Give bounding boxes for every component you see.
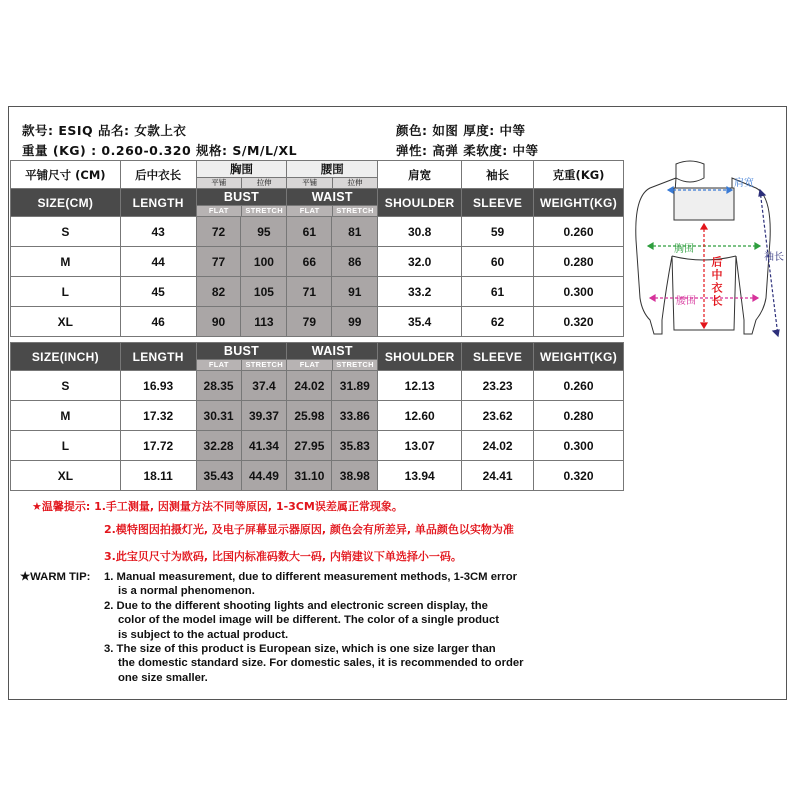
en-header-sleeve: SLEEVE <box>462 189 534 217</box>
waist-flat-cell: 79 <box>287 307 332 337</box>
cn-header-bust-label: 胸围 <box>229 162 253 176</box>
shoulder-label: 肩宽 <box>734 178 754 189</box>
cn-sub-flat: 平铺 <box>197 177 241 188</box>
waist-stretch-cell: 91 <box>332 277 378 307</box>
info-weight-sizes: 重量 (KG) : 0.260-0.320 规格: S/M/L/XL <box>22 143 298 158</box>
bust-stretch-cell: 41.34 <box>241 431 287 461</box>
en-header-length: LENGTH <box>120 189 196 217</box>
weight-cell: 0.320 <box>534 461 624 491</box>
cn-header-row <box>11 161 624 189</box>
weight-cell: 0.300 <box>534 277 624 307</box>
table-row <box>11 217 624 247</box>
size-cell: L <box>11 431 121 461</box>
cn-header-bust <box>196 161 287 189</box>
en-sub-stretch: STRETCH <box>241 359 286 370</box>
waist-flat-cell: 66 <box>287 247 332 277</box>
length-cell: 44 <box>120 247 196 277</box>
en-header-shoulder: SHOULDER <box>378 343 462 371</box>
warm-tip-line: the domestic standard size. For domestic sales, it is recommended to order <box>118 657 524 670</box>
en-header-size: SIZE(CM) <box>11 189 121 217</box>
cn-sub-stretch: 拉伸 <box>332 177 377 188</box>
waist-stretch-cell: 35.83 <box>332 431 378 461</box>
waist-flat-cell: 25.98 <box>287 401 332 431</box>
info-elasticity-softness: 弹性: 高弹 柔软度: 中等 <box>396 143 539 158</box>
warm-tip-label: ★WARM TIP: <box>20 571 91 583</box>
cn-sub-stretch: 拉伸 <box>241 177 286 188</box>
bust-flat-cell: 32.28 <box>196 431 241 461</box>
en-sub-flat: FLAT <box>287 359 331 370</box>
bust-flat-cell: 90 <box>196 307 241 337</box>
length-cell: 18.11 <box>120 461 196 491</box>
en-header-bust <box>196 343 287 371</box>
en-header-weight: WEIGHT(KG) <box>534 343 624 371</box>
length-label: 后中衣长 <box>710 256 723 308</box>
warm-tip-line: 2. Due to the different shooting lights and electronic screen display, the <box>104 599 488 612</box>
sleeve-cell: 62 <box>462 307 534 337</box>
en-header-bust-label: BUST <box>223 344 260 358</box>
sleeve-cell: 24.02 <box>462 431 534 461</box>
bust-flat-cell: 72 <box>196 217 241 247</box>
size-table-inch <box>10 342 624 491</box>
note-cn-1: ★温馨提示: 1.手工测量, 因测量方法不同等原因, 1-3CM误差属正常现象。 <box>32 500 403 513</box>
waist-stretch-cell: 81 <box>332 217 378 247</box>
bust-flat-cell: 28.35 <box>196 371 241 401</box>
bust-stretch-cell: 44.49 <box>241 461 287 491</box>
size-cell: M <box>11 401 121 431</box>
cn-sub-flat: 平铺 <box>287 177 331 188</box>
size-cell: XL <box>11 307 121 337</box>
cn-header-waist <box>287 161 378 189</box>
shoulder-cell: 33.2 <box>378 277 462 307</box>
sleeve-cell: 23.23 <box>462 371 534 401</box>
cn-header-waist-label: 腰围 <box>320 162 344 176</box>
waist-stretch-cell: 33.86 <box>332 401 378 431</box>
table-row <box>11 401 624 431</box>
waist-label: 腰围 <box>676 296 696 307</box>
bust-flat-cell: 77 <box>196 247 241 277</box>
en-header-row <box>11 343 624 371</box>
info-color-thickness: 颜色: 如图 厚度: 中等 <box>396 123 526 138</box>
shoulder-cell: 35.4 <box>378 307 462 337</box>
table-row <box>11 277 624 307</box>
sleeve-cell: 59 <box>462 217 534 247</box>
waist-stretch-cell: 31.89 <box>332 371 378 401</box>
en-sub-stretch: STRETCH <box>332 205 377 216</box>
en-sub-stretch: STRETCH <box>332 359 377 370</box>
sleeve-cell: 24.41 <box>462 461 534 491</box>
weight-cell: 0.300 <box>534 431 624 461</box>
cn-header-shoulder: 肩宽 <box>378 161 462 189</box>
shoulder-cell: 12.60 <box>378 401 462 431</box>
en-sub-flat: FLAT <box>197 359 241 370</box>
length-cell: 46 <box>120 307 196 337</box>
warm-tip-line: 3. The size of this product is European size, which is one size larger than <box>104 643 496 656</box>
shoulder-cell: 30.8 <box>378 217 462 247</box>
table-row <box>11 307 624 337</box>
en-header-waist-label: WAIST <box>311 190 353 204</box>
bust-flat-cell: 82 <box>196 277 241 307</box>
length-cell: 17.32 <box>120 401 196 431</box>
size-cell: M <box>11 247 121 277</box>
cn-header-size: 平铺尺寸 (CM) <box>11 161 121 189</box>
en-header-waist <box>287 189 378 217</box>
cn-header-length: 后中衣长 <box>120 161 196 189</box>
en-header-bust-label: BUST <box>223 190 260 204</box>
size-cell: S <box>11 371 121 401</box>
bust-stretch-cell: 39.37 <box>241 401 287 431</box>
note-cn-2: 2.模特图因拍摄灯光, 及电子屏幕显示器原因, 颜色会有所差异, 单品颜色以实物为准 <box>104 523 514 536</box>
table-row <box>11 461 624 491</box>
warm-tip-line: color of the model image will be different. The color of a single product <box>118 614 499 627</box>
en-header-waist <box>287 343 378 371</box>
waist-flat-cell: 24.02 <box>287 371 332 401</box>
shoulder-cell: 13.94 <box>378 461 462 491</box>
bust-stretch-cell: 95 <box>241 217 287 247</box>
en-header-sleeve: SLEEVE <box>462 343 534 371</box>
waist-flat-cell: 27.95 <box>287 431 332 461</box>
en-header-bust <box>196 189 287 217</box>
bust-stretch-cell: 113 <box>241 307 287 337</box>
shoulder-cell: 32.0 <box>378 247 462 277</box>
shoulder-cell: 13.07 <box>378 431 462 461</box>
info-style-name: 款号: ESIQ 品名: 女款上衣 <box>22 123 187 138</box>
en-sub-flat: FLAT <box>197 205 241 216</box>
length-cell: 16.93 <box>120 371 196 401</box>
en-header-row <box>11 189 624 217</box>
waist-stretch-cell: 99 <box>332 307 378 337</box>
table-row <box>11 247 624 277</box>
length-cell: 43 <box>120 217 196 247</box>
waist-flat-cell: 71 <box>287 277 332 307</box>
sleeve-label: 袖长 <box>764 252 784 263</box>
weight-cell: 0.320 <box>534 307 624 337</box>
warm-tip-line: is subject to the actual product. <box>118 628 289 641</box>
length-cell: 45 <box>120 277 196 307</box>
sleeve-cell: 61 <box>462 277 534 307</box>
weight-cell: 0.260 <box>534 217 624 247</box>
sleeve-cell: 23.62 <box>462 401 534 431</box>
bust-label: 胸围 <box>674 244 694 255</box>
size-cell: XL <box>11 461 121 491</box>
en-header-length: LENGTH <box>120 343 196 371</box>
en-sub-stretch: STRETCH <box>241 205 286 216</box>
weight-cell: 0.280 <box>534 247 624 277</box>
weight-cell: 0.260 <box>534 371 624 401</box>
warm-tip-line: 1. Manual measurement, due to different measurement methods, 1-3CM error <box>104 571 518 583</box>
table-row <box>11 431 624 461</box>
warm-tip-line: one size smaller. <box>118 671 208 684</box>
waist-flat-cell: 61 <box>287 217 332 247</box>
bust-stretch-cell: 100 <box>241 247 287 277</box>
measurement-diagram <box>628 160 788 365</box>
shoulder-cell: 12.13 <box>378 371 462 401</box>
bust-flat-cell: 35.43 <box>196 461 241 491</box>
waist-stretch-cell: 86 <box>332 247 378 277</box>
cn-header-weight: 克重(KG) <box>534 161 624 189</box>
en-header-waist-label: WAIST <box>311 344 353 358</box>
warm-tip-body <box>104 570 524 685</box>
bust-stretch-cell: 37.4 <box>241 371 287 401</box>
size-cell: L <box>11 277 121 307</box>
bust-flat-cell: 30.31 <box>196 401 241 431</box>
size-cell: S <box>11 217 121 247</box>
waist-flat-cell: 31.10 <box>287 461 332 491</box>
cn-header-sleeve: 袖长 <box>462 161 534 189</box>
waist-stretch-cell: 38.98 <box>332 461 378 491</box>
en-header-shoulder: SHOULDER <box>378 189 462 217</box>
size-table-cm <box>10 160 624 337</box>
weight-cell: 0.280 <box>534 401 624 431</box>
en-sub-flat: FLAT <box>287 205 331 216</box>
table-row <box>11 371 624 401</box>
sleeve-cell: 60 <box>462 247 534 277</box>
note-cn-3: 3.此宝贝尺寸为欧码, 比国内标准码数大一码, 内销建议下单选择小一码。 <box>104 550 462 563</box>
en-header-size: SIZE(INCH) <box>11 343 121 371</box>
length-cell: 17.72 <box>120 431 196 461</box>
bust-stretch-cell: 105 <box>241 277 287 307</box>
warm-tip-line: is a normal phenomenon. <box>118 585 255 598</box>
en-header-weight: WEIGHT(KG) <box>534 189 624 217</box>
